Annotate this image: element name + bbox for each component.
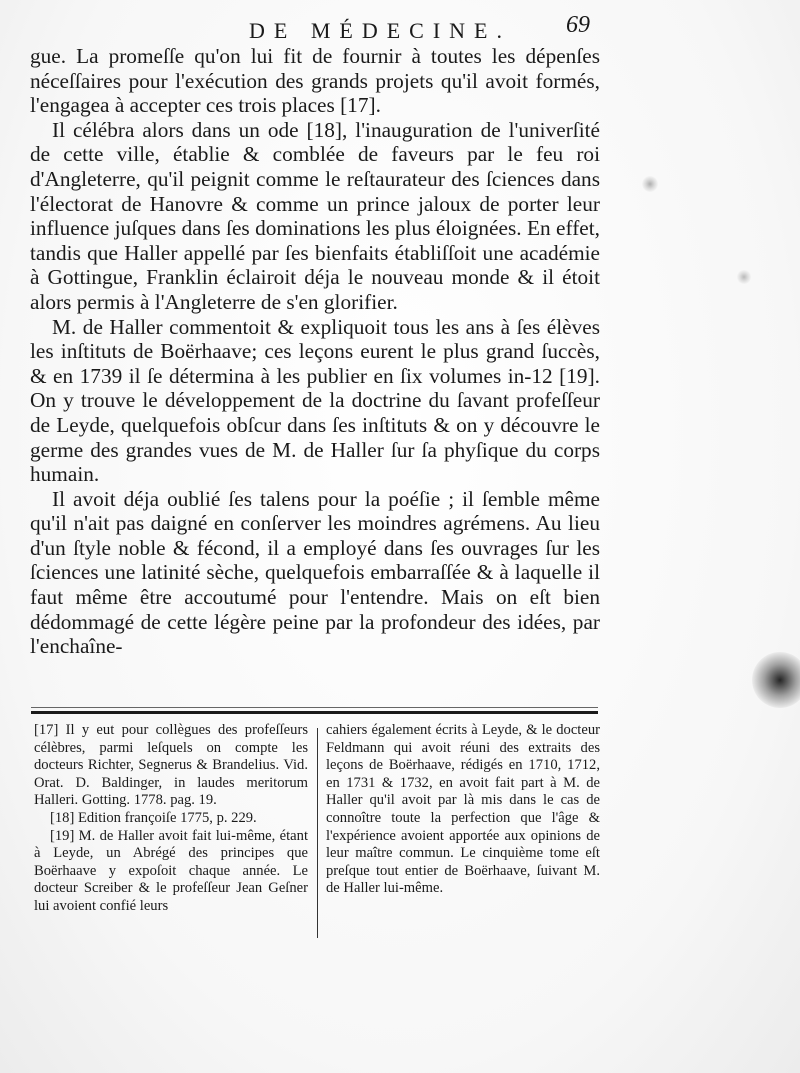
- ink-stain: [752, 652, 800, 708]
- footnote: [19] M. de Haller avoit fait lui-même, étant à Leyde, un Abrégé des principes que Boërhaave y expoſoit chaque année. Le docteur Screiber & le profeſſeur Jean Geſner lui avoient confié leurs: [34, 827, 308, 914]
- footnotes-right-column: [326, 722, 600, 898]
- footnote-rule: [31, 711, 598, 714]
- page-number: 69: [566, 12, 590, 38]
- main-text: [30, 44, 600, 659]
- running-title: DE MÉDECINE.: [249, 18, 511, 43]
- paragraph: gue. La promeſſe qu'on lui fit de fournir à toutes les dépenſes néceſſaires pour l'exécution des grands projets qu'il avoit formés, l'engagea à accepter ces trois places [17].: [30, 44, 600, 118]
- paragraph: M. de Haller commentoit & expliquoit tous les ans à ſes élèves les inſtituts de Boërhaave; ces leçons eurent le plus grand ſuccès, & en 1739 il ſe détermina à les publier en ſix volumes in-12 [19]. On y trouve le développement de la doctrine du ſavant profeſſeur de Leyde, quelquefois obſcur dans ſes inſtituts & on y découvre le germe des grandes vues de M. de Haller ſur ſa phyſique du corps humain.: [30, 314, 600, 487]
- column-divider: [317, 728, 318, 938]
- footnote: [17] Il y eut pour collègues des profeſſeurs célèbres, parmi leſquels on compte les docteurs Richter, Segnerus & Brandelius. Vid. Orat. D. Baldinger, in laudes meritorum Halleri. Gotting. 1778. pag. 19.: [34, 722, 308, 809]
- footnote: [18] Edition françoiſe 1775, p. 229.: [50, 809, 257, 826]
- footnote-continuation: cahiers également écrits à Leyde, & le docteur Feldmann qui avoit réuni des extraits des leçons de Boërhaave, rédigés en 1710, 1712, en 1731 & 1732, en avoit fait part à M. de Haller qu'il avoit par là mis dans le cas de connoître toute la perfection que l'âge & l'expérience avoient apportée aux opinions de leur maître commun. Le cinquième tome eſt preſque tout entier de Boërhaave, ſuivant M. de Haller lui-même.: [326, 722, 600, 897]
- paragraph: Il célébra alors dans un ode [18], l'inauguration de l'univerſité de cette ville, établie & comblée de faveurs par le feu roi d'Angleterre, qu'il peignit comme le reſtaurateur des ſciences dans l'électorat de Hanovre & comme un prince jaloux de porter leur influence juſques dans ſes dominations les plus éloignées. En effet, tandis que Haller appellé par ſes bienfaits établiſſoit une académie à Gottingue, Franklin éclairoit déja le nouveau monde & il étoit alors permis à l'Angleterre de s'en glorifier.: [30, 117, 600, 314]
- ink-spot: [737, 270, 751, 284]
- paragraph: Il avoit déja oublié ſes talens pour la poéſie ; il ſemble même qu'il n'ait pas daigné en conſerver les moindres agrémens. Au lieu d'un ſtyle noble & fécond, il a employé dans ſes ouvrages ſur les ſciences une latinité sèche, quelquefois embarraſſée & à laquelle il faut même être accoutumé pour l'entendre. Mais on eſt bien dédommagé de cette légère peine par la profondeur des idées, par l'enchaîne-: [30, 486, 600, 659]
- ink-spot: [642, 176, 658, 192]
- footnote-rule-thin: [31, 707, 598, 708]
- footnotes-left-column: [34, 722, 308, 916]
